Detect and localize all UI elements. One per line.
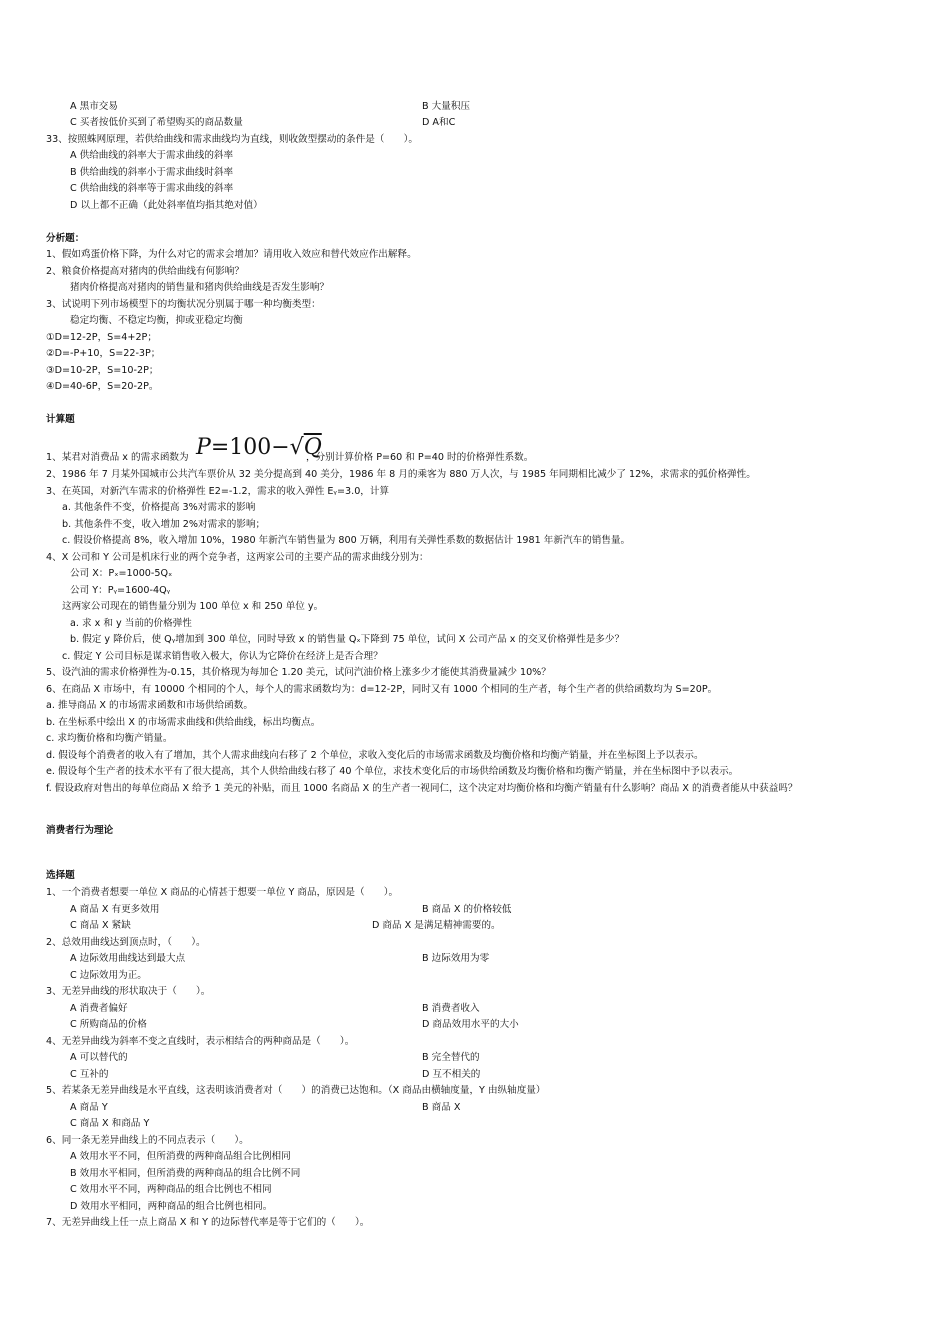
question-text: 3、试说明下列市场模型下的均衡状况分别属于哪一种均衡类型： (46, 299, 321, 310)
sub-question: c. 假定 Y 公司目标是谋求销售收入极大，你认为它降价在经济上是否合理？ (62, 651, 383, 662)
option-text: B 商品 X 的价格较低 (422, 904, 512, 915)
question-text: 4、X 公司和 Y 公司是机床行业的两个竞争者，这两家公司的主要产品的需求曲线分别为： (46, 552, 429, 563)
question-text: 1、假如鸡蛋价格下降，为什么对它的需求会增加？请用收入效应和替代效应作出解释。 (46, 249, 417, 260)
formula-sqrt: √ (289, 435, 304, 460)
option-text: C 商品 X 紧缺 (70, 920, 131, 931)
formula-p: P (196, 435, 211, 460)
sub-question: a. 其他条件不变，价格提高 3%对需求的影响 (62, 502, 256, 513)
option-text: A 商品 X 有更多效用 (70, 904, 160, 915)
question-text: 6、在商品 X 市场中，有 10000 个相同的个人，每个人的需求函数均为：d=12-2P，同时又有 1000 个相同的生产者，每个生产者的供给函数均为 S=20P。 (46, 684, 718, 695)
section-heading: 消费者行为理论 (46, 825, 114, 836)
option-text: A 消费者偏好 (70, 1003, 128, 1014)
option-text: A 可以替代的 (70, 1052, 128, 1063)
sub-question: b. 假定 y 降价后，使 Qᵧ增加到 300 单位，同时导致 x 的销售量 Qₓ下降到 75 单位，试问 X 公司产品 x 的交叉价格弹性是多少？ (70, 634, 625, 645)
option-text: C 商品 X 和商品 Y (70, 1118, 150, 1129)
option-text: B 商品 X (422, 1102, 461, 1113)
option-text: A 黑市交易 (70, 101, 118, 112)
equation-line: 公司 Y：Pᵧ=1600-4Qᵧ (70, 585, 171, 596)
option-text: D 以上都不正确（此处斜率值均指其绝对值） (70, 200, 263, 211)
equation-line: ①D=12-2P，S=4+2P； (46, 332, 157, 343)
sub-question: b. 在坐标系中绘出 X 的市场需求曲线和供给曲线，标出均衡点。 (46, 717, 321, 728)
option-text: B 完全替代的 (422, 1052, 480, 1063)
option-text: D 商品 X 是满足精神需要的。 (372, 920, 501, 931)
formula-q: Q (303, 435, 322, 460)
option-text: D 互不相关的 (422, 1069, 481, 1080)
section-heading: 选择题 (46, 870, 75, 881)
section-heading: 分析题： (46, 233, 85, 244)
question-text: 5、设汽油的需求价格弹性为-0.15，其价格现为每加仑 1.20 美元，试问汽油价格上涨多少才能使其消费量减少 10%？ (46, 667, 551, 678)
option-text: C 供给曲线的斜率等于需求曲线的斜率 (70, 183, 234, 194)
option-text: B 效用水平相同，但所消费的两种商品的组合比例不同 (70, 1168, 301, 1179)
option-text: A 供给曲线的斜率大于需求曲线的斜率 (70, 150, 234, 161)
option-text: D A和C (422, 117, 456, 128)
question-text: 5、若某条无差异曲线是水平直线，这表明该消费者对（ ）的消费已达饱和。（X 商品由横轴度量，Y 由纵轴度量） (46, 1085, 546, 1096)
question-text: 1、某君对消费品 x 的需求函数为 (46, 452, 189, 463)
section-heading: 计算题 (46, 414, 75, 425)
question-text: 这两家公司现在的销售量分别为 100 单位 x 和 250 单位 y。 (62, 601, 324, 612)
option-text: C 效用水平不同，两种商品的组合比例也不相同 (70, 1184, 272, 1195)
sub-question: c. 求均衡价格和均衡产销量。 (46, 733, 173, 744)
question-text: 33、按照蛛网原理，若供给曲线和需求曲线均为直线，则收敛型摆动的条件是（ ）。 (46, 134, 418, 145)
sub-question: d. 假设每个消费者的收入有了增加，其个人需求曲线向右移了 2 个单位，求收入变化后的市场需求函数及均衡价格和均衡产销量，并在坐标图上予以表示。 (46, 750, 704, 761)
option-text: B 消费者收入 (422, 1003, 480, 1014)
question-text: 1、一个消费者想要一单位 X 商品的心情甚于想要一单位 Y 商品，原因是（ ）。 (46, 887, 399, 898)
option-text: C 买者按低价买到了希望购买的商品数量 (70, 117, 243, 128)
sub-question: a. 求 x 和 y 当前的价格弹性 (70, 618, 192, 629)
sub-question: e. 假设每个生产者的技术水平有了很大提高，其个人供给曲线右移了 40 个单位，求技术变化后的市场供给函数及均衡价格和均衡产销量，并在坐标图中予以表示。 (46, 766, 739, 777)
question-text: 3、无差异曲线的形状取决于（ ）。 (46, 986, 211, 997)
equation-line: ④D=40-6P，S=20-2P。 (46, 381, 159, 392)
option-text: C 所购商品的价格 (70, 1019, 147, 1030)
sub-question: f. 假设政府对售出的每单位商品 X 给予 1 美元的补贴，而且 1000 名商品 X 的生产者一视同仁，这个决定对均衡价格和均衡产销量有什么影响？商品 X 的消费者能从中获益吗？ (46, 783, 798, 794)
equation-line: 公司 X：Pₓ=1000-5Qₓ (70, 568, 173, 579)
question-text: 3、在英国，对新汽车需求的价格弹性 E2=-1.2，需求的收入弹性 Eᵧ=3.0，计算 (46, 486, 390, 497)
question-text: 稳定均衡、不稳定均衡，抑或亚稳定均衡 (70, 315, 243, 326)
equation-line: ③D=10-2P，S=10-2P； (46, 365, 159, 376)
option-text: C 边际效用为正。 (70, 970, 147, 981)
question-text: 6、同一条无差异曲线上的不同点表示（ ）。 (46, 1135, 249, 1146)
option-text: D 效用水平相同，两种商品的组合比例也相同。 (70, 1201, 273, 1212)
sub-question: b. 其他条件不变，收入增加 2%对需求的影响； (62, 519, 266, 530)
question-text: 7、无差异曲线上任一点上商品 X 和 Y 的边际替代率是等于它们的（ ）。 (46, 1217, 370, 1228)
demand-formula (196, 436, 322, 460)
formula-eq: =100− (210, 435, 290, 460)
sub-question: c. 假设价格提高 8%，收入增加 10%，1980 年新汽车销售量为 800 万辆，利用有关弹性系数的数据估计 1981 年新汽车的销售量。 (62, 535, 631, 546)
option-text: C 互补的 (70, 1069, 109, 1080)
question-text: ，分别计算价格 P=60 和 P=40 时的价格弹性系数。 (306, 452, 534, 463)
question-text: 2、总效用曲线达到顶点时，（ ）。 (46, 937, 206, 948)
question-text: 2、粮食价格提高对猪肉的供给曲线有何影响？ (46, 266, 244, 277)
option-text: B 供给曲线的斜率小于需求曲线时斜率 (70, 167, 234, 178)
question-text: 4、无差异曲线为斜率不变之直线时，表示相结合的两种商品是（ ）。 (46, 1036, 355, 1047)
option-text: B 大量积压 (422, 101, 471, 112)
option-text: A 边际效用曲线达到最大点 (70, 953, 186, 964)
option-text: B 边际效用为零 (422, 953, 490, 964)
question-text: 2、1986 年 7 月某外国城市公共汽车票价从 32 美分提高到 40 美分，1986 年 8 月的乘客为 880 万人次，与 1985 年同期相比减少了 12%，求需求的弧价格弹性。 (46, 469, 756, 480)
question-text: 猪肉价格提高对猪肉的销售量和猪肉供给曲线是否发生影响？ (70, 282, 330, 293)
equation-line: ②D=-P+10，S=22-3P； (46, 348, 161, 359)
sub-question: a. 推导商品 X 的市场需求函数和市场供给函数。 (46, 700, 253, 711)
option-text: D 商品效用水平的大小 (422, 1019, 519, 1030)
option-text: A 商品 Y (70, 1102, 108, 1113)
option-text: A 效用水平不同，但所消费的两种商品组合比例相同 (70, 1151, 291, 1162)
